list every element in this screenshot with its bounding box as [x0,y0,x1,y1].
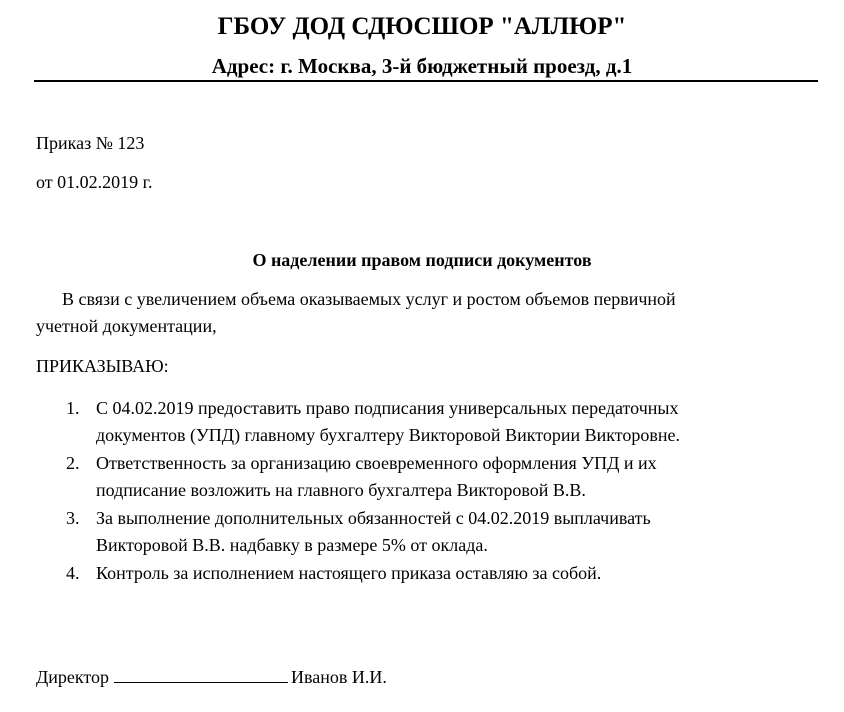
organization-name: ГБОУ ДОД СДЮСШОР "АЛЛЮР" [217,13,627,40]
list-item-line: За выполнение дополнительных обязанностей с 04.02.2019 выплачивать [96,508,651,528]
signature-block [36,664,387,690]
decree-heading: ПРИКАЗЫВАЮ: [36,356,169,376]
list-item-line: Викторовой В.В. надбавку в размере 5% от оклада. [96,535,488,555]
signer-name: Иванов И.И. [291,667,387,687]
header-divider [34,80,818,82]
list-item-line: подписание возложить на главного бухгалтера Викторовой В.В. [96,480,586,500]
order-date: от 01.02.2019 г. [36,172,153,192]
preamble-line-2: учетной документации, [36,316,217,336]
signature-line [114,664,288,683]
list-item-number: 1. [66,398,80,418]
signer-position: Директор [36,667,110,687]
list-item-line: С 04.02.2019 предоставить право подписания универсальных передаточных [96,398,679,418]
list-item-number: 2. [66,453,80,473]
order-subject: О наделении правом подписи документов [252,250,592,270]
preamble-line-1: В связи с увеличением объема оказываемых услуг и ростом объемов первичной [62,289,676,309]
list-item-line: Контроль за исполнением настоящего приказа оставляю за собой. [96,563,602,583]
list-item-number: 4. [66,563,80,583]
list-item-line: документов (УПД) главному бухгалтеру Викторовой Виктории Викторовне. [96,425,681,445]
list-item-line: Ответственность за организацию своевременного оформления УПД и их [96,453,657,473]
order-number: Приказ № 123 [36,133,145,153]
list-item-number: 3. [66,508,80,528]
organization-address: Адрес: г. Москва, 3-й бюджетный проезд, д.1 [211,54,633,78]
